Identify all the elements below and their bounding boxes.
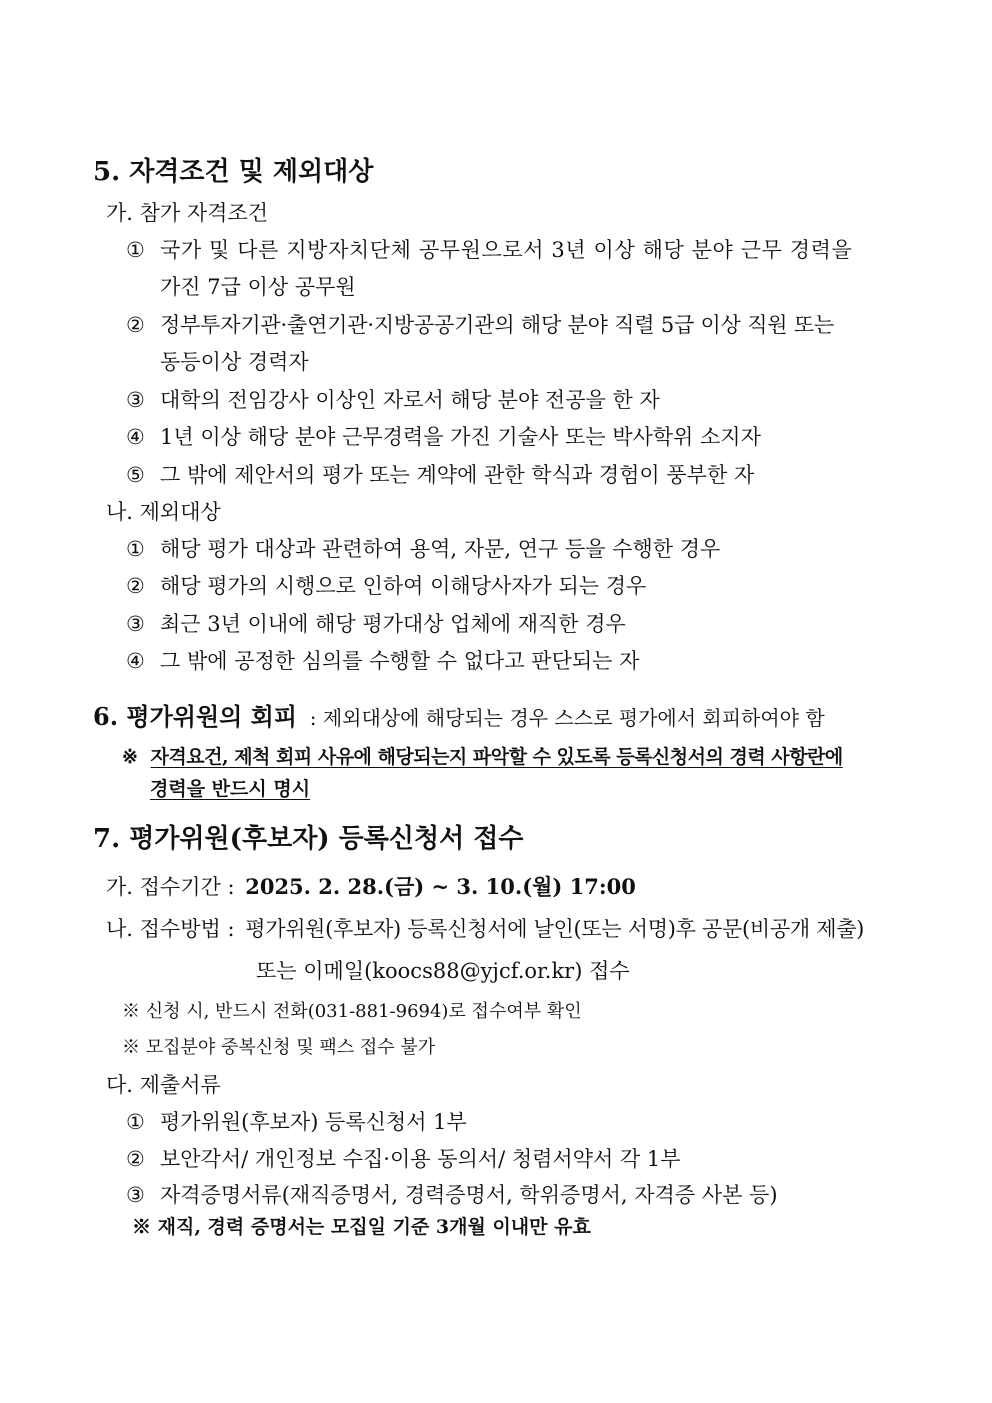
list-item xyxy=(126,461,754,489)
list-item xyxy=(126,572,646,600)
list-item xyxy=(126,1108,467,1136)
validity-note: ※ 재직, 경력 증명서는 모집일 기준 3개월 이내만 유효 xyxy=(132,1216,591,1238)
item-text: 해당 평가의 시행으로 인하여 이해당사자가 되는 경우 xyxy=(160,574,647,598)
section-6-heading xyxy=(93,700,825,734)
item-number: ② xyxy=(126,313,145,337)
list-item xyxy=(126,1145,681,1173)
list-item xyxy=(126,311,834,339)
receipt-method-continuation: 또는 이메일(koocs88@yjcf.or.kr) 접수 xyxy=(256,959,630,983)
item-number: ① xyxy=(126,1110,145,1134)
list-item xyxy=(126,535,720,563)
list-item xyxy=(126,610,626,638)
item-text: 해당 평가 대상과 관련하여 용역, 자문, 연구 등을 수행한 경우 xyxy=(160,537,721,561)
section-5-na-label: 나. 제외대상 xyxy=(106,500,221,524)
section-6-desc: : 제외대상에 해당되는 경우 스스로 평가에서 회피하여야 함 xyxy=(309,706,825,730)
list-item xyxy=(126,647,639,675)
receipt-method xyxy=(106,915,864,943)
note-mark: ※ xyxy=(122,746,138,768)
item-number: ③ xyxy=(126,1183,145,1207)
item-number: ⑤ xyxy=(126,463,145,487)
duplicate-note: ※ 모집분야 중복신청 및 팩스 접수 불가 xyxy=(122,1037,436,1058)
list-item-continuation: 동등이상 경력자 xyxy=(160,350,309,374)
item-text: 대학의 전임강사 이상인 자로서 해당 분야 전공을 한 자 xyxy=(160,388,660,412)
section-6-title: 6. 평가위원의 회피 xyxy=(93,702,298,731)
list-item xyxy=(126,386,660,414)
item-text: 1년 이상 해당 분야 근무경력을 가진 기술사 또는 박사학위 소지자 xyxy=(160,425,761,449)
receipt-method-value: 평가위원(후보자) 등록신청서에 날인(또는 서명)후 공문(비공개 제출) xyxy=(245,917,865,941)
item-text: 그 밖에 제안서의 평가 또는 계약에 관한 학식과 경험이 풍부한 자 xyxy=(160,463,755,487)
item-number: ② xyxy=(126,1147,145,1171)
section-5-ga-label: 가. 참가 자격조건 xyxy=(106,201,269,225)
item-text: 국가 및 다른 지방자치단체 공무원으로서 3년 이상 해당 분야 근무 경력을 xyxy=(160,238,853,262)
list-item xyxy=(126,236,852,264)
item-number: ② xyxy=(126,574,145,598)
section-5-title: 5. 자격조건 및 제외대상 xyxy=(93,157,374,187)
phone-note: ※ 신청 시, 반드시 전화(031-881-9694)로 접수여부 확인 xyxy=(122,1001,582,1022)
item-number: ③ xyxy=(126,612,145,636)
receipt-period-value: 2025. 2. 28.(금) ~ 3. 10.(월) 17:00 xyxy=(245,874,636,899)
list-item-continuation: 가진 7급 이상 공무원 xyxy=(160,275,356,299)
item-number: ① xyxy=(126,537,145,561)
note-line-1: 자격요건, 제척 회피 사유에 해당되는지 파악할 수 있도록 등록신청서의 경력 사항란에 xyxy=(150,746,843,768)
item-number: ③ xyxy=(126,388,145,412)
item-text: 그 밖에 공정한 심의를 수행할 수 없다고 판단되는 자 xyxy=(160,649,640,673)
item-text: 평가위원(후보자) 등록신청서 1부 xyxy=(160,1110,467,1134)
list-item xyxy=(126,1181,778,1209)
item-number: ④ xyxy=(126,649,145,673)
section-7-da-label: 다. 제출서류 xyxy=(106,1073,221,1097)
receipt-period xyxy=(106,873,636,901)
item-number: ① xyxy=(126,238,145,262)
item-text: 정부투자기관·출연기관·지방공공기관의 해당 분야 직렬 5급 이상 직원 또는 xyxy=(160,313,835,337)
receipt-method-label: 나. 접수방법 : xyxy=(106,917,235,941)
item-text: 최근 3년 이내에 해당 평가대상 업체에 재직한 경우 xyxy=(160,612,626,636)
item-text: 보안각서/ 개인정보 수집·이용 동의서/ 청렴서약서 각 1부 xyxy=(160,1147,681,1171)
item-number: ④ xyxy=(126,425,145,449)
receipt-period-label: 가. 접수기간 : xyxy=(106,875,235,899)
item-text: 자격증명서류(재직증명서, 경력증명서, 학위증명서, 자격증 사본 등) xyxy=(160,1183,778,1207)
list-item xyxy=(126,423,761,451)
section-6-note xyxy=(122,743,843,771)
note-line-2: 경력을 반드시 명시 xyxy=(150,778,311,800)
section-7-title: 7. 평가위원(후보자) 등록신청서 접수 xyxy=(93,824,524,854)
